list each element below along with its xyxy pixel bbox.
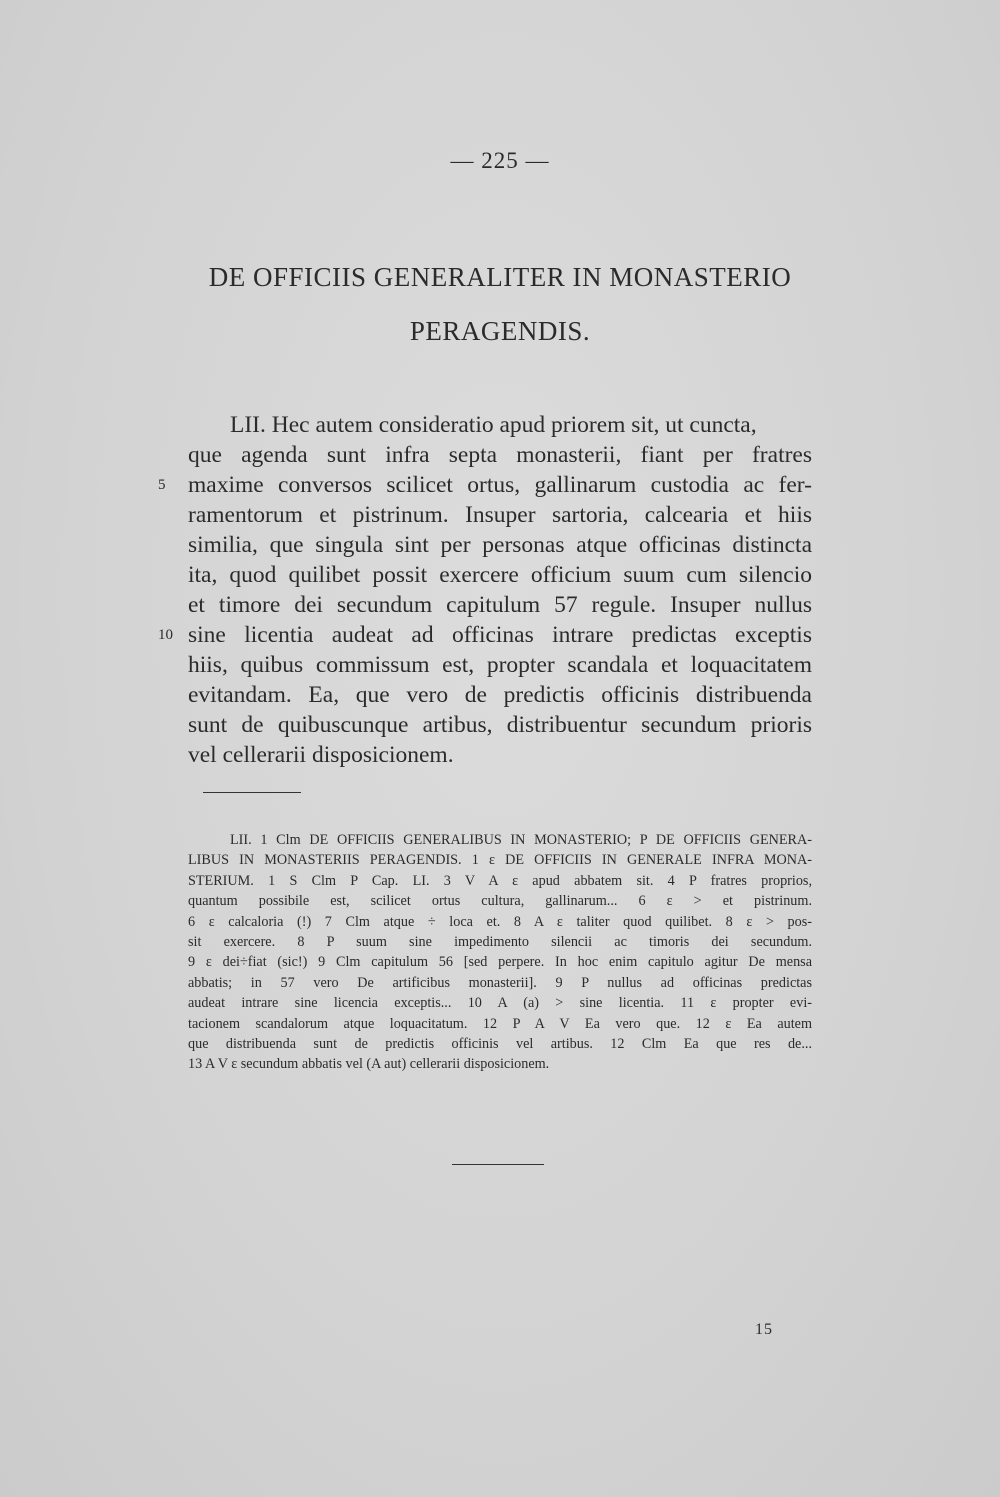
body-line: sine licentia audeat ad officinas intrare predictas exceptis xyxy=(188,622,812,648)
body-line: sunt de quibuscunque artibus, distribuentur secundum prioris xyxy=(188,712,812,738)
note-line: LIBUS IN MONASTERIIS PERAGENDIS. 1 ε DE OFFICIIS IN GENERALE INFRA MONA- xyxy=(188,852,812,869)
note-line: audeat intrare sine licencia exceptis... 10 A (a) > sine licentia. 11 ε propter evi- xyxy=(188,995,812,1012)
note-line: 13 A V ε secundum abbatis vel (A aut) cellerarii disposicionem. xyxy=(188,1056,550,1073)
critical-apparatus xyxy=(188,830,812,1075)
footnote-separator-rule xyxy=(203,792,301,793)
body-line: LII. Hec autem consideratio apud priorem sit, ut cuncta, xyxy=(230,412,757,438)
main-text xyxy=(158,410,812,770)
note-line: abbatis; in 57 vero De artificibus monasterii]. 9 P nullus ad officinas predictas xyxy=(188,974,812,991)
note-line: 9 ε dei÷fiat (sic!) 9 Clm capitulum 56 [sed perpere. In hoc enim capitulo agitur De mensa xyxy=(188,954,812,971)
line-number-10: 10 xyxy=(158,627,173,643)
body-line: hiis, quibus commissum est, propter scandala et loquacitatem xyxy=(188,652,812,678)
note-line: quantum possibile est, scilicet ortus cultura, gallinarum... 6 ε > et pistrinum. xyxy=(188,893,812,910)
body-line: evitandam. Ea, que vero de predictis officinis distribuenda xyxy=(188,682,812,708)
body-line: ramentorum et pistrinum. Insuper sartoria, calcearia et hiis xyxy=(188,502,812,528)
note-line: sit exercere. 8 P suum sine impedimento silencii ac timoris dei secundum. xyxy=(188,933,812,950)
note-line: que distribuenda sunt de predictis officinis vel artibus. 12 Clm Ea que res de... xyxy=(188,1035,812,1052)
chapter-title-line-1: DE OFFICIIS GENERALITER IN MONASTERIO xyxy=(208,262,792,292)
note-line: tacionem scandalorum atque loquacitatum. 12 P A V Ea vero que. 12 ε Ea autem xyxy=(188,1015,812,1032)
body-line: et timore dei secundum capitulum 57 regule. Insuper nullus xyxy=(188,592,812,618)
body-line-with-number xyxy=(158,470,812,500)
note-line: STERIUM. 1 S Clm P Cap. LI. 3 V A ε apud abbatem sit. 4 P fratres proprios, xyxy=(188,872,812,889)
body-line: maxime conversos scilicet ortus, gallinarum custodia ac fer- xyxy=(188,472,812,498)
signature-mark: 15 xyxy=(755,1321,773,1338)
page-number: — 225 — xyxy=(450,148,550,173)
note-line: 6 ε calcaloria (!) 7 Clm atque ÷ loca et. 8 A ε taliter quod quilibet. 8 ε > pos- xyxy=(188,913,812,930)
end-rule xyxy=(452,1164,544,1165)
body-line-with-number xyxy=(158,620,812,650)
note-line: LII. 1 Clm DE OFFICIIS GENERALIBUS IN MONASTERIO; P DE OFFICIIS GENERA- xyxy=(230,832,812,848)
body-line: que agenda sunt infra septa monasterii, fiant per fratres xyxy=(188,442,812,468)
body-line: ita, quod quilibet possit exercere officium suum cum silencio xyxy=(188,562,812,588)
body-line: similia, que singula sint per personas atque officinas distincta xyxy=(188,532,812,558)
body-line: vel cellerarii disposicionem. xyxy=(188,742,454,768)
line-number-5: 5 xyxy=(158,477,166,493)
chapter-title-line-2: PERAGENDIS. xyxy=(409,316,591,346)
